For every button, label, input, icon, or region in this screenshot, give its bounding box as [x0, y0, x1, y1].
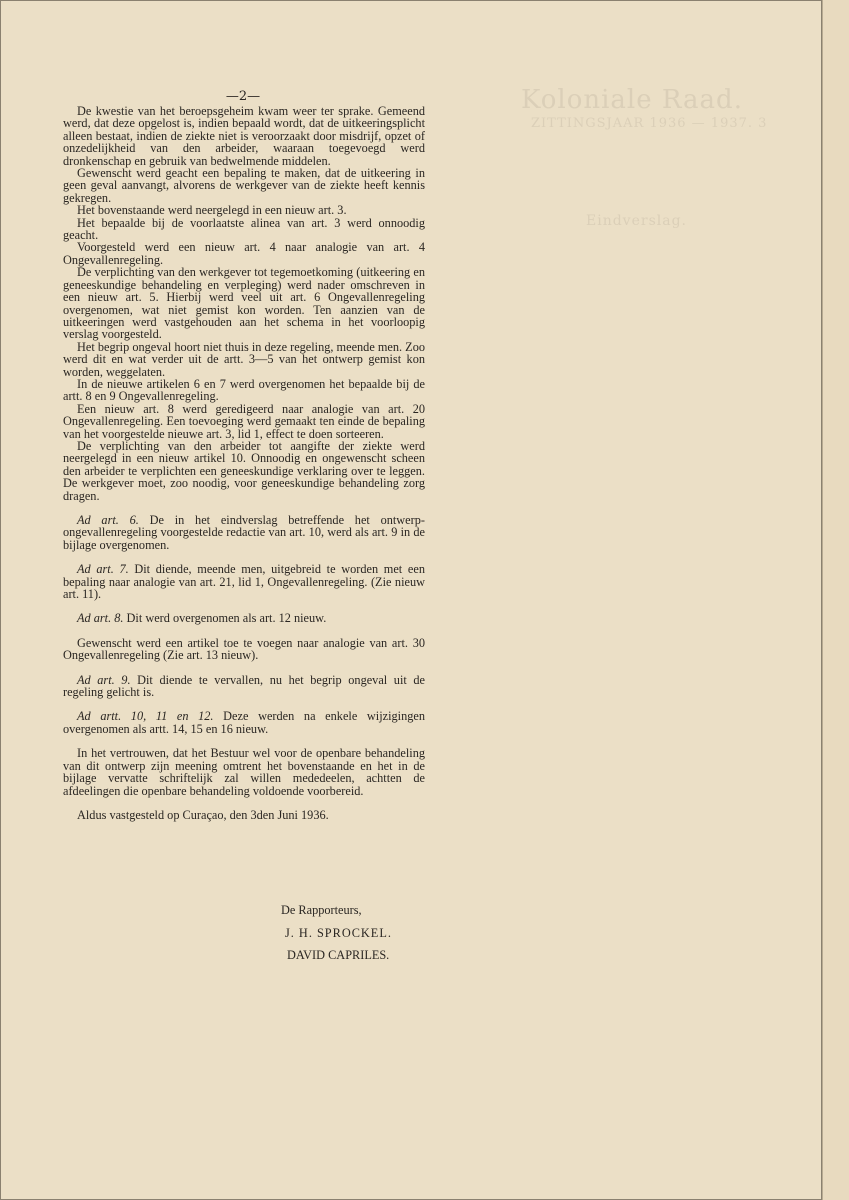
body-text [63, 105, 425, 821]
bleed-through-heading: Koloniale Raad. [521, 85, 743, 115]
paragraph: Het bovenstaande werd neergelegd in een nieuw art. 3. [77, 203, 347, 218]
bleed-through-title: Eindverslag. [586, 213, 687, 229]
signature-name: J. H. SPROCKEL. [285, 926, 392, 940]
article-label: Ad art. 9. [77, 672, 131, 687]
adjacent-page-edge [822, 0, 849, 1200]
paragraph: Voorgesteld werd een nieuw art. 4 naar analogie van art. 4 Ongevallenregeling. [63, 240, 425, 267]
article-paragraph [63, 637, 425, 662]
paragraph: De kwestie van het beroepsgeheim kwam weer ter sprake. Gemeend werd, dat deze opgelost is, indien bepaald wordt, dat de uitkeeringsplicht alleen bestaat, indien de ziekte niet is veroorzaakt door misdrijf, opzet of onzedelijkheid van den arbeider, waaraan toegevoegd werd dronkenschap en gebruik van bedwelmende middelen. [63, 104, 425, 168]
article-paragraph [63, 674, 425, 699]
article-label: Ad artt. 10, 11 en 12. [77, 709, 214, 724]
closing-line: Aldus vastgesteld op Curaçao, den 3den Juni 1936. [77, 807, 329, 822]
paragraph: In de nieuwe artikelen 6 en 7 werd overgenomen het bepaalde bij de artt. 8 en 9 Ongevallenregeling. [63, 376, 425, 404]
paragraph: De verplichting van den werkgever tot tegemoetkoming (uitkeering en geneeskundige behandeling en verpleging) werd nader omschreven in een nieuw art. 5. Hierbij werd veel uit art. 6 Ongevallenregeling overgenomen, wat niet gemist kon worden. Ten aanzien van de uitkeeringen werd vastgehouden aan het schema in het voorloopig verslag voorgesteld. [63, 265, 425, 342]
article-text: Dit diende, meende men, uitgebreid te worden met een bepaling naar analogie van art. 21, lid 1, Ongevallenregeling. (Zie nieuw art. 11). [63, 562, 425, 602]
article-label: Ad art. 6. [77, 513, 139, 527]
article-paragraph [63, 710, 425, 735]
signature-name: DAVID CAPRILES. [287, 948, 390, 962]
bleed-through-subheading: ZITTINGSJAAR 1936 — 1937. 3 [531, 116, 768, 131]
article-text: In het vertrouwen, dat het Bestuur wel voor de openbare behandeling van dit ontwerp zijn meening omtrent het bovenstaande en het in de bijlage vervatte schriftelijk zal willen mededeelen, achtten de afdeelingen die openbare behandeling voldoende voorbereid. [63, 746, 425, 798]
article-text: Gewenscht werd een artikel toe te voegen naar analogie van art. 30 Ongevallenregeling (Zie art. 13 nieuw). [63, 635, 425, 663]
article-text: De in het eindverslag betreffende het ontwerp-ongevallenregeling voorgestelde redactie van art. 10, werd als art. 9 in de bijlage overgenomen. [63, 513, 425, 552]
article-paragraph [63, 612, 425, 624]
article-paragraph [63, 563, 425, 600]
paragraph: Een nieuw art. 8 werd geredigeerd naar analogie van art. 20 Ongevallenregeling. Een toevoeging werd gemaakt ten einde de bepaling van het voorgestelde nieuwe art. 3, lid 1, effect te doen sorteeren. [63, 401, 425, 441]
paragraph: Gewenscht werd geacht een bepaling te maken, dat de uitkeering in geen geval aanvangt, alvorens de werkgever van de ziekte heeft kennis gekregen. [63, 166, 425, 205]
article-text: Deze werden na enkele wijzigingen overgenomen als artt. 14, 15 en 16 nieuw. [63, 709, 425, 736]
closing-paragraph [63, 747, 425, 797]
article-label: Ad art. 7. [77, 562, 129, 577]
article-label: Ad art. 8. [77, 611, 124, 626]
article-text: Dit werd overgenomen als art. 12 nieuw. [126, 611, 327, 626]
paragraph: De verplichting van den arbeider tot aangifte der ziekte werd neergelegd in een nieuw artikel 10. Onnoodig en ongewenscht scheen den arbeider te verplichten een geneeskundige verklaring over te leggen. De werkgever moet, zoo noodig, voor geneeskundige behandeling zorg dragen. [63, 438, 425, 503]
signature-title: De Rapporteurs, [281, 903, 362, 917]
paragraph: Het bepaalde bij de voorlaatste alinea van art. 3 werd onnoodig geacht. [63, 215, 425, 243]
article-paragraph [63, 514, 425, 551]
page-number: —2— [225, 89, 261, 104]
article-text: Dit diende te vervallen, nu het begrip ongeval uit de regeling gelicht is. [63, 672, 425, 700]
paragraph: Het begrip ongeval hoort niet thuis in deze regeling, meende men. Zoo werd dit en wat verder uit de artt. 3—5 van het ontwerp gemist kon worden, weggelaten. [63, 339, 425, 379]
